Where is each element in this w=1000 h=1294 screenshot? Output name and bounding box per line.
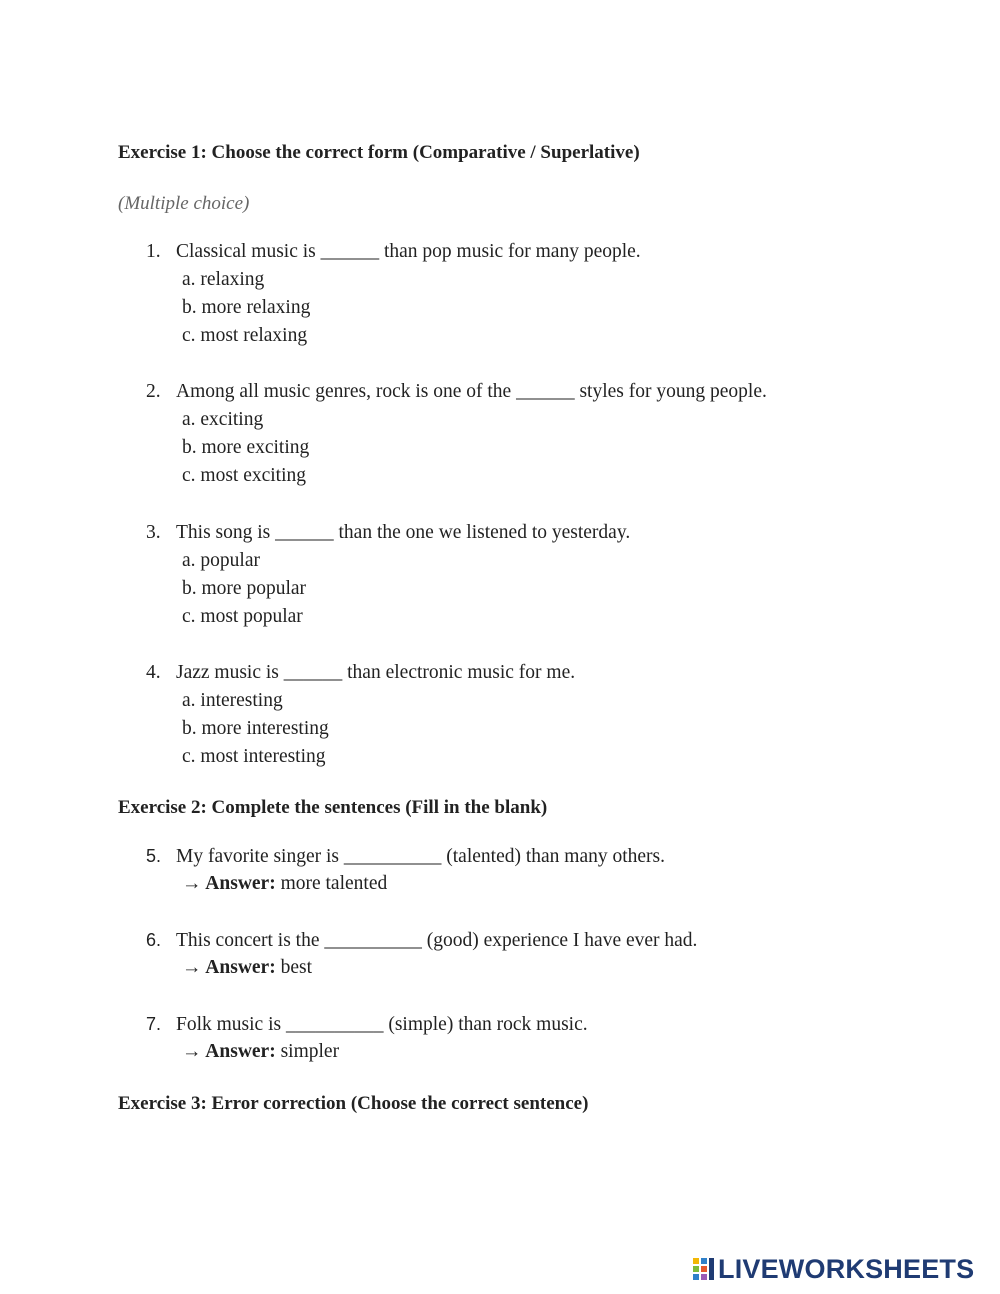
- answer-value: simpler: [280, 1041, 340, 1062]
- answer-label: → Answer:: [182, 957, 276, 978]
- question-text: Among all music genres, rock is one of the ______ styles for young people.: [176, 381, 767, 402]
- question-text: My favorite singer is __________ (talented) than many others.: [176, 846, 666, 867]
- question-text: Jazz music is ______ than electronic music for me.: [176, 662, 576, 683]
- answer-6[interactable]: [182, 954, 312, 982]
- question-7: [146, 1010, 588, 1039]
- option-3b[interactable]: b. more popular: [182, 578, 307, 599]
- option-4a[interactable]: a. interesting: [182, 690, 283, 711]
- question-number: 4.: [146, 662, 161, 683]
- question-text: This song is ______ than the one we listened to yesterday.: [176, 522, 631, 543]
- option-2c[interactable]: c. most exciting: [182, 465, 307, 486]
- option-4c[interactable]: c. most interesting: [182, 746, 326, 767]
- question-3: [146, 519, 630, 547]
- answer-5[interactable]: [182, 870, 387, 898]
- logo-text: LIVEWORKSHEETS: [718, 1253, 975, 1284]
- option-3a[interactable]: a. popular: [182, 550, 260, 571]
- exercise-1-subtitle: (Multiple choice): [118, 193, 250, 214]
- liveworksheets-logo[interactable]: [693, 1255, 974, 1283]
- answer-7[interactable]: [182, 1038, 339, 1066]
- question-1: [146, 238, 641, 266]
- question-number: 6.: [146, 930, 162, 950]
- answer-label: → Answer:: [182, 873, 276, 894]
- option-3c[interactable]: c. most popular: [182, 606, 303, 627]
- exercise-1-title: Exercise 1: Choose the correct form (Comparative / Superlative): [118, 142, 640, 163]
- option-1a[interactable]: a. relaxing: [182, 269, 265, 290]
- liveworksheets-blocks-icon: [693, 1257, 715, 1281]
- option-2b[interactable]: b. more exciting: [182, 437, 310, 458]
- question-number: 7.: [146, 1014, 162, 1034]
- question-number: 3.: [146, 522, 161, 543]
- exercise-3-title: Exercise 3: Error correction (Choose the correct sentence): [118, 1093, 589, 1114]
- question-2: [146, 378, 767, 406]
- option-4b[interactable]: b. more interesting: [182, 718, 329, 739]
- question-number: 2.: [146, 381, 161, 402]
- question-4: [146, 659, 575, 687]
- question-6: [146, 926, 697, 955]
- option-1b[interactable]: b. more relaxing: [182, 297, 311, 318]
- answer-value: more talented: [280, 873, 388, 894]
- question-number: 1.: [146, 241, 161, 262]
- answer-value: best: [280, 957, 312, 978]
- option-1c[interactable]: c. most relaxing: [182, 325, 308, 346]
- question-number: 5.: [146, 846, 162, 866]
- option-2a[interactable]: a. exciting: [182, 409, 264, 430]
- question-5: [146, 842, 665, 871]
- question-text: Classical music is ______ than pop music for many people.: [176, 241, 641, 262]
- question-text: This concert is the __________ (good) experience I have ever had.: [176, 930, 698, 951]
- answer-label: → Answer:: [182, 1041, 276, 1062]
- question-text: Folk music is __________ (simple) than rock music.: [176, 1014, 588, 1035]
- exercise-2-title: Exercise 2: Complete the sentences (Fill in the blank): [118, 797, 548, 818]
